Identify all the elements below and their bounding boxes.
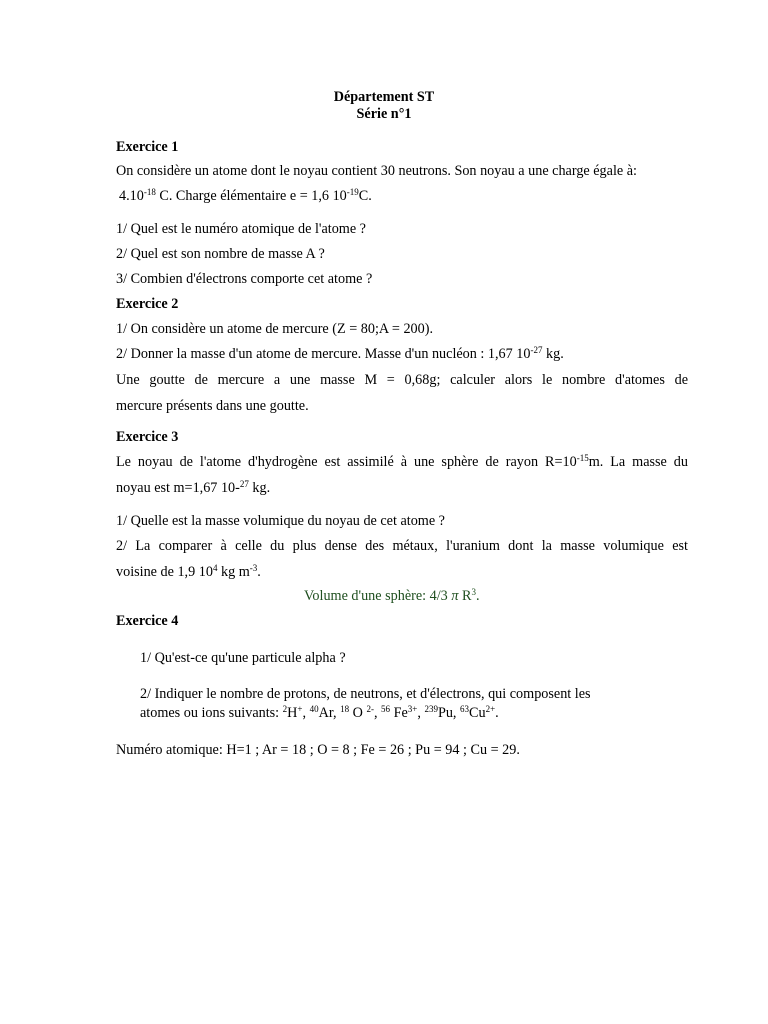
exercise-1-question-3: 3/ Combien d'électrons comporte cet atome ? — [116, 271, 373, 287]
exercise-4-question-1: 1/ Qu'est-ce qu'une particule alpha ? — [140, 650, 346, 666]
exercise-4-title: Exercice 4 — [116, 613, 179, 629]
exercise-3-question-1: 1/ Quelle est la masse volumique du noyau de cet atome ? — [116, 513, 445, 529]
exercise-3-question-2: 2/ La comparer à celle du plus dense des métaux, l'uranium dont la masse volumique est — [116, 538, 688, 554]
exercise-1-title: Exercice 1 — [116, 139, 179, 155]
exercise-2-drop-text-2: mercure présents dans une goutte. — [116, 398, 309, 414]
exercise-1-intro: On considère un atome dont le noyau contient 30 neutrons. Son noyau a une charge égale à: — [116, 163, 637, 179]
exercise-3-intro-1: Le noyau de l'atome d'hydrogène est assimilé à une sphère de rayon $R=10^{-15}m$. La masse du — [116, 453, 688, 470]
exercise-2-question-2: 2/ Donner la masse d'un atome de mercure. Masse d'un nucléon : 1,67 $10^{-27}$ kg. — [116, 345, 564, 362]
exercise-4-question-2: 2/ Indiquer le nombre de protons, de neutrons, et d'électrons, qui composent les — [140, 686, 591, 702]
exercise-3-question-2-cont: voisine de 1,9 $10^4$ kg $m^{-3}$. — [116, 563, 261, 580]
atomic-numbers-note: Numéro atomique: H=1 ; Ar = 18 ; O = 8 ; Fe = 26 ; Pu = 94 ; Cu = 29. — [116, 742, 520, 758]
pi-symbol: π — [451, 588, 459, 604]
sphere-volume-formula: Volume d'une sphère: 4/3 π $R^3$. — [304, 587, 480, 604]
exercise-3-title: Exercice 3 — [116, 429, 179, 445]
exercise-2-title: Exercice 2 — [116, 296, 179, 312]
exercise-3-intro-2: noyau est m=1,67 10-$^{27}$ kg. — [116, 479, 271, 496]
exercise-1-question-1: 1/ Quel est le numéro atomique de l'atome ? — [116, 221, 366, 237]
exercise-4-question-2-cont: atomes ou ions suivants: $^2$H+, $^{40}$Ar, $^{18}$ O $^{2-}$, $^{56}$ $Fe^{3+}$, $^{239}$Pu, $^{63}Cu^{2+}$. — [140, 704, 499, 721]
exercise-2-question-1: 1/ On considère un atome de mercure (Z = 80;A = 200). — [116, 321, 434, 337]
exercise-1-charge: $4.10^{-18}$ C. Charge élémentaire e = 1,6 $10^{-19}C$. — [119, 187, 372, 204]
exercise-2-drop-text-1: Une goutte de mercure a une masse M = 0,68g; calculer alors le nombre d'atomes de — [116, 372, 688, 388]
department-title: Département ST — [333, 89, 435, 105]
series-title: Série n°1 — [356, 106, 412, 122]
exercise-1-question-2: 2/ Quel est son nombre de masse A ? — [116, 246, 325, 262]
